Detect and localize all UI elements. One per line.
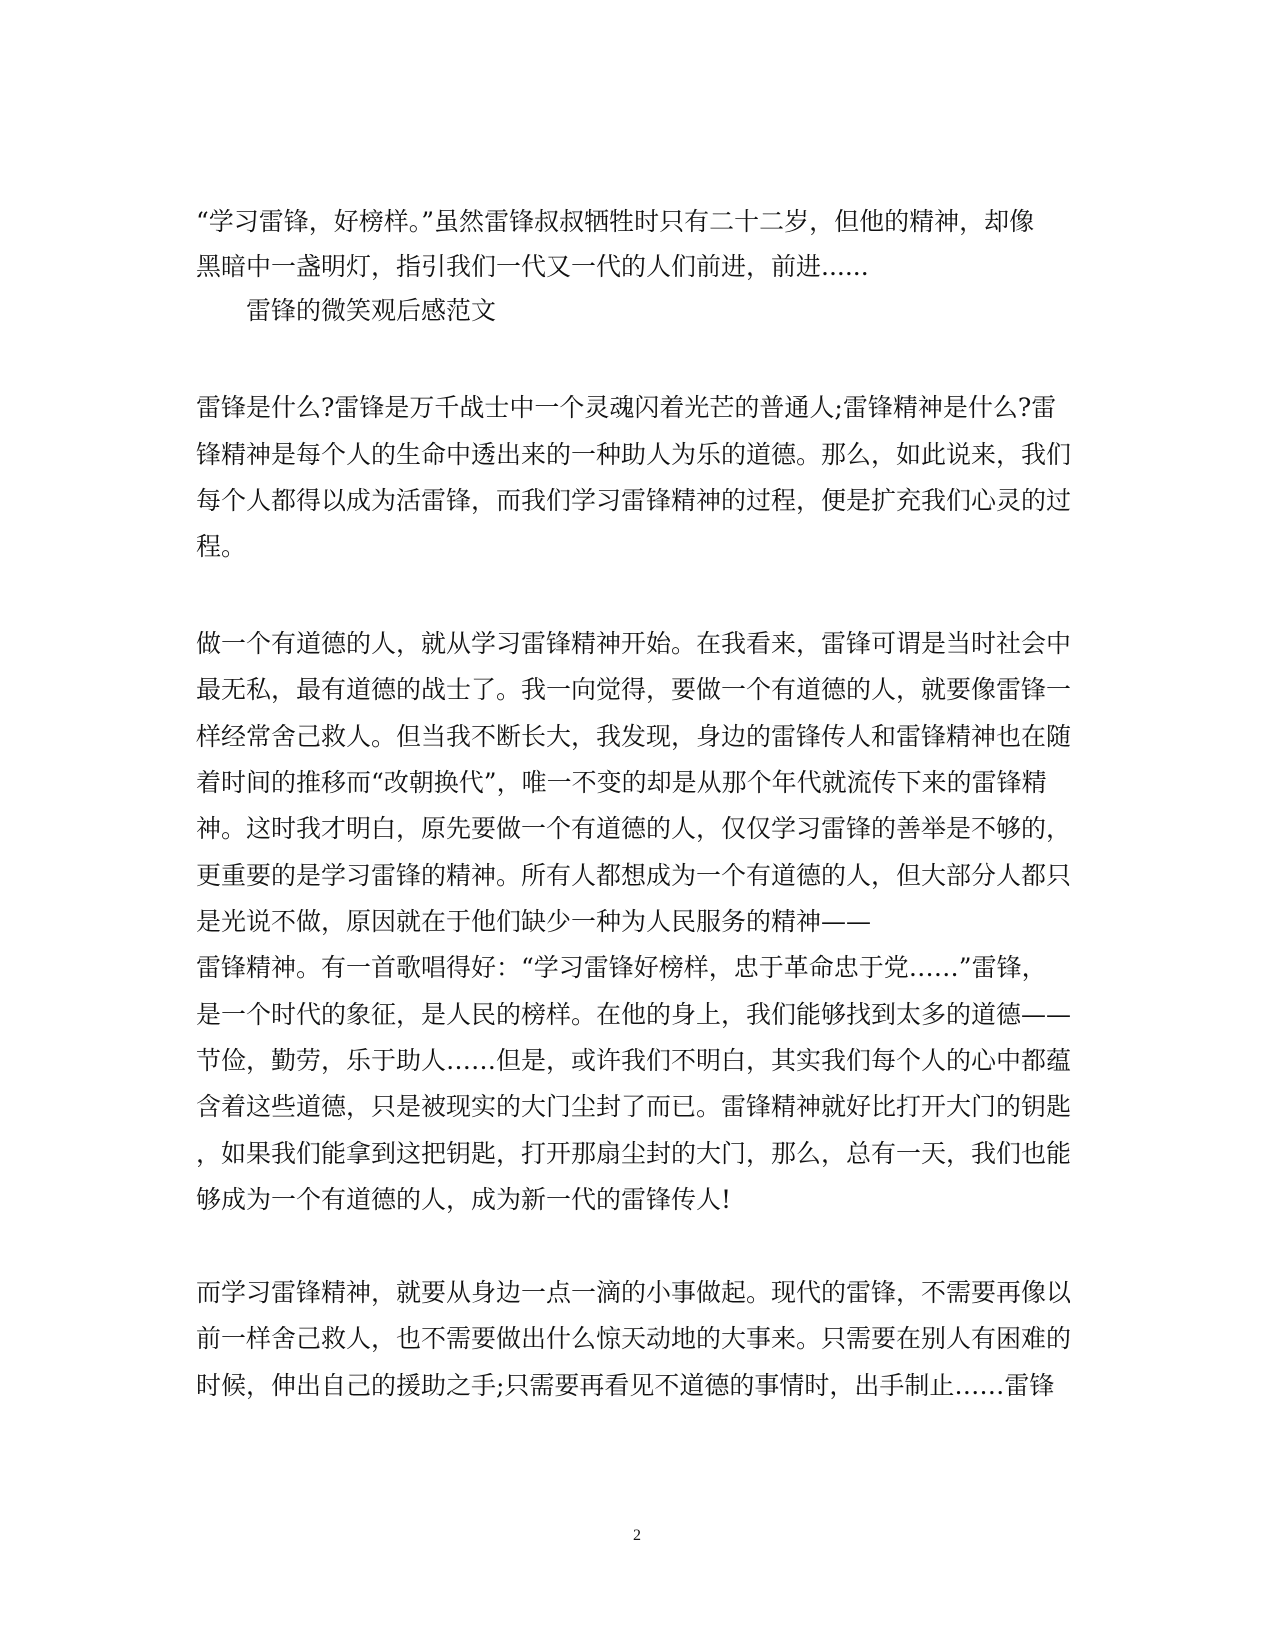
text-line: 锋精神是每个人的生命中透出来的一种助人为乐的道德。那么，如此说来，我们 (196, 440, 1072, 469)
text-line: 节俭，勤劳，乐于助人……但是，或许我们不明白，其实我们每个人的心中都蕴 (196, 1046, 1072, 1075)
text-line: 每个人都得以成为活雷锋，而我们学习雷锋精神的过程，便是扩充我们心灵的过 (196, 486, 1072, 515)
text-line: 含着这些道德，只是被现实的大门尘封了而已。雷锋精神就好比打开大门的钥匙 (196, 1092, 1072, 1121)
text-line: 雷锋是什么?雷锋是万千战士中一个灵魂闪着光芒的普通人;雷锋精神是什么?雷 (196, 393, 1057, 422)
text-line: 是光说不做，原因就在于他们缺少一种为人民服务的精神—— (196, 907, 872, 936)
text-line: 样经常舍己救人。但当我不断长大，我发现，身边的雷锋传人和雷锋精神也在随 (196, 722, 1072, 751)
text-line: 更重要的是学习雷锋的精神。所有人都想成为一个有道德的人，但大部分人都只 (196, 861, 1072, 890)
text-line: 是一个时代的象征，是人民的榜样。在他的身上，我们能够找到太多的道德—— (196, 1000, 1072, 1029)
text-line: 做一个有道德的人，就从学习雷锋精神开始。在我看来，雷锋可谓是当时社会中 (196, 629, 1072, 658)
text-line: 雷锋精神。有一首歌唱得好：“学习雷锋好榜样，忠于革命忠于党……”雷锋， (196, 953, 1047, 982)
text-line: 够成为一个有道德的人，成为新一代的雷锋传人! (196, 1185, 732, 1214)
text-line: 程。 (196, 532, 247, 561)
text-line: 着时间的推移而“改朝换代”，唯一不变的却是从那个年代就流传下来的雷锋精 (196, 768, 1047, 797)
text-line: “学习雷锋，好榜样。”虽然雷锋叔叔牺牲时只有二十二岁，但他的精神，却像 (196, 207, 1035, 236)
text-line: 时候，伸出自己的援助之手;只需要再看见不道德的事情时，出手制止……雷锋 (196, 1371, 1055, 1400)
text-line: 最无私，最有道德的战士了。我一向觉得，要做一个有道德的人，就要像雷锋一 (196, 675, 1072, 704)
text-line: ，如果我们能拿到这把钥匙，打开那扇尘封的大门，那么，总有一天，我们也能 (196, 1139, 1072, 1168)
text-line: 神。这时我才明白，原先要做一个有道德的人，仅仅学习雷锋的善举是不够的， (196, 814, 1072, 843)
text-line: 而学习雷锋精神，就要从身边一点一滴的小事做起。现代的雷锋，不需要再像以 (196, 1278, 1072, 1307)
page-number: 2 (633, 1527, 641, 1544)
text-line: 前一样舍己救人，也不需要做出什么惊天动地的大事来。只需要在别人有困难的 (196, 1324, 1072, 1353)
essay-title: 雷锋的微笑观后感范文 (246, 296, 497, 325)
text-line: 黑暗中一盏明灯，指引我们一代又一代的人们前进，前进...... (196, 252, 869, 281)
